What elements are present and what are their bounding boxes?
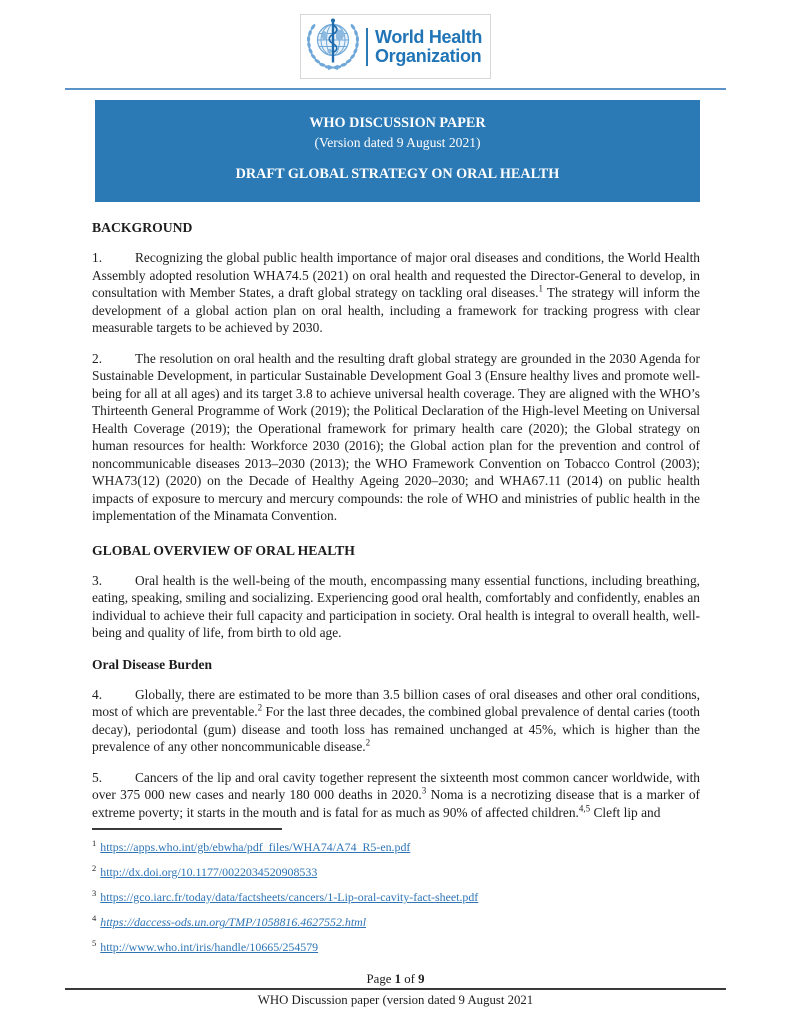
document-header-banner xyxy=(95,100,700,202)
banner-version: (Version dated 9 August 2021) xyxy=(314,135,481,150)
footnote-3-marker: 3 xyxy=(92,888,97,899)
logo-org-line1: World Health xyxy=(374,27,483,47)
who-logo xyxy=(300,14,491,79)
paragraph-4-text: Globally, there are estimated to be more than 3.5 billion cases of oral diseases and other oral conditions, most of which are preventable.$^2$ For the last three decades, the combined global prevalence of dental caries (tooth decay), periodontal (gum) disease and tooth loss has remained unchanged at 45%, which is higher than the prevalence of any other noncommunicable disease.$^2$ xyxy=(92,686,700,754)
paragraph-1-text: Recognizing the global public health importance of major oral diseases and conditions, the World Health Assembly adopted resolution WHA74.5 (2021) on oral health and requested the Director-General to develop, in consultation with Member States, a draft global strategy on tackling oral diseases.$^1$ The strategy will inform the development of a global action plan on oral health, including a framework for tracking progress with clear measurable targets to be achieved by 2030. xyxy=(92,250,701,335)
footnote-2-link[interactable]: http://dx.doi.org/10.1177/0022034520908533 xyxy=(100,865,318,879)
footnote-separator xyxy=(92,828,282,830)
footnote-1-marker: 1 xyxy=(92,838,97,849)
paragraph-5-number: 5. xyxy=(92,769,103,785)
section-heading-background: BACKGROUND xyxy=(92,220,193,235)
footnote-4-link[interactable]: https://daccess-ods.un.org/TMP/1058816.4627552.html xyxy=(100,915,367,929)
footer-doc-title: WHO Discussion paper (version dated 9 August 2021 xyxy=(257,993,534,1007)
footnote-5-link[interactable]: http://www.who.int/iris/handle/10665/254579 xyxy=(100,940,319,954)
paragraph-2-text: The resolution on oral health and the resulting draft global strategy are grounded in the 2030 Agenda for Sustainable Development, in particular Sustainable Development Goal 3 (Ensure healthy lives and promote well-being for all at all ages) and its target 3.8 to achieve universal health coverage. They are aligned with the WHO’s Thirteenth General Programme of Work (2019); the Political Declaration of the High-level Meeting on Universal Health Coverage (2019); the Operational framework for primary health care (2020); the Global strategy on human resources for health: Workforce 2030 (2016); the Global action plan for the prevention and control of noncommunicable diseases 2013–2030 (2013); the WHO Framework Convention on Tobacco Control (2003); WHA73(12) (2020) on the Decade of Healthy Ageing 2020–2030; and WHA67.11 (2014) on public health impacts of exposure to mercury and mercury compounds: the role of WHO and ministries of public health in the implementation of the Minamata Convention. xyxy=(92,350,700,523)
footnote-2-marker: 2 xyxy=(92,863,97,874)
paragraph-2 xyxy=(92,350,700,525)
document-body xyxy=(0,220,791,955)
footer-divider-line xyxy=(65,988,726,990)
paragraph-5-text: Cancers of the lip and oral cavity together represent the sixteenth most common cancer worldwide, with over 375 000 new cases and nearly 180 000 deaths in 2020.$^3$ Noma is a necrotizing disease that is a marker of extreme poverty; it starts in the mouth and is fatal for as much as 90% of affected children.$^{4,5}$ Cleft lip and xyxy=(92,769,700,820)
paragraph-3-text: Oral health is the well-being of the mouth, encompassing many essential functions, including breathing, eating, speaking, smiling and socializing. Experiencing good oral health, comfortably and confidently, enables an individual to achieve their full capacity and participation in society. Oral health is integral to overall health, well-being and quality of life, from birth to old age. xyxy=(92,572,700,640)
footer-page-number: Page 1 of 9 xyxy=(366,972,425,986)
footnote-1-link[interactable]: https://apps.who.int/gb/ebwha/pdf_files/WHA74/A74_R5-en.pdf xyxy=(100,840,411,854)
footnote-5 xyxy=(92,940,700,955)
banner-title: DRAFT GLOBAL STRATEGY ON ORAL HEALTH xyxy=(235,166,560,182)
paragraph-2-number: 2. xyxy=(92,350,103,366)
footnote-5-marker: 5 xyxy=(92,938,97,949)
footnote-1 xyxy=(92,840,700,855)
paragraph-5 xyxy=(92,769,700,822)
paragraph-4 xyxy=(92,686,700,756)
footnote-3 xyxy=(92,890,700,905)
paragraph-3 xyxy=(92,572,700,642)
footnote-3-link[interactable]: https://gco.iarc.fr/today/data/factsheets/cancers/1-Lip-oral-cavity-fact-sheet.pdf xyxy=(100,890,479,904)
banner-doc-type: WHO DISCUSSION PAPER xyxy=(309,115,486,131)
logo-org-line2: Organization xyxy=(374,45,482,66)
logo-row xyxy=(0,0,791,79)
footnote-4-marker: 4 xyxy=(92,913,97,924)
subheading-oral-disease-burden: Oral Disease Burden xyxy=(92,656,212,672)
logo-org-name xyxy=(375,28,482,65)
footnote-4 xyxy=(92,915,700,930)
footnote-2 xyxy=(92,865,700,880)
section-heading-overview: GLOBAL OVERVIEW OF ORAL HEALTH xyxy=(92,542,355,558)
paragraph-1 xyxy=(92,249,700,337)
logo-divider xyxy=(366,28,368,66)
paragraph-1-number: 1. xyxy=(92,250,103,265)
header-divider-line xyxy=(65,88,726,90)
paragraph-4-number: 4. xyxy=(92,686,103,702)
paragraph-3-number: 3. xyxy=(92,572,103,588)
who-globe-icon xyxy=(304,17,362,76)
